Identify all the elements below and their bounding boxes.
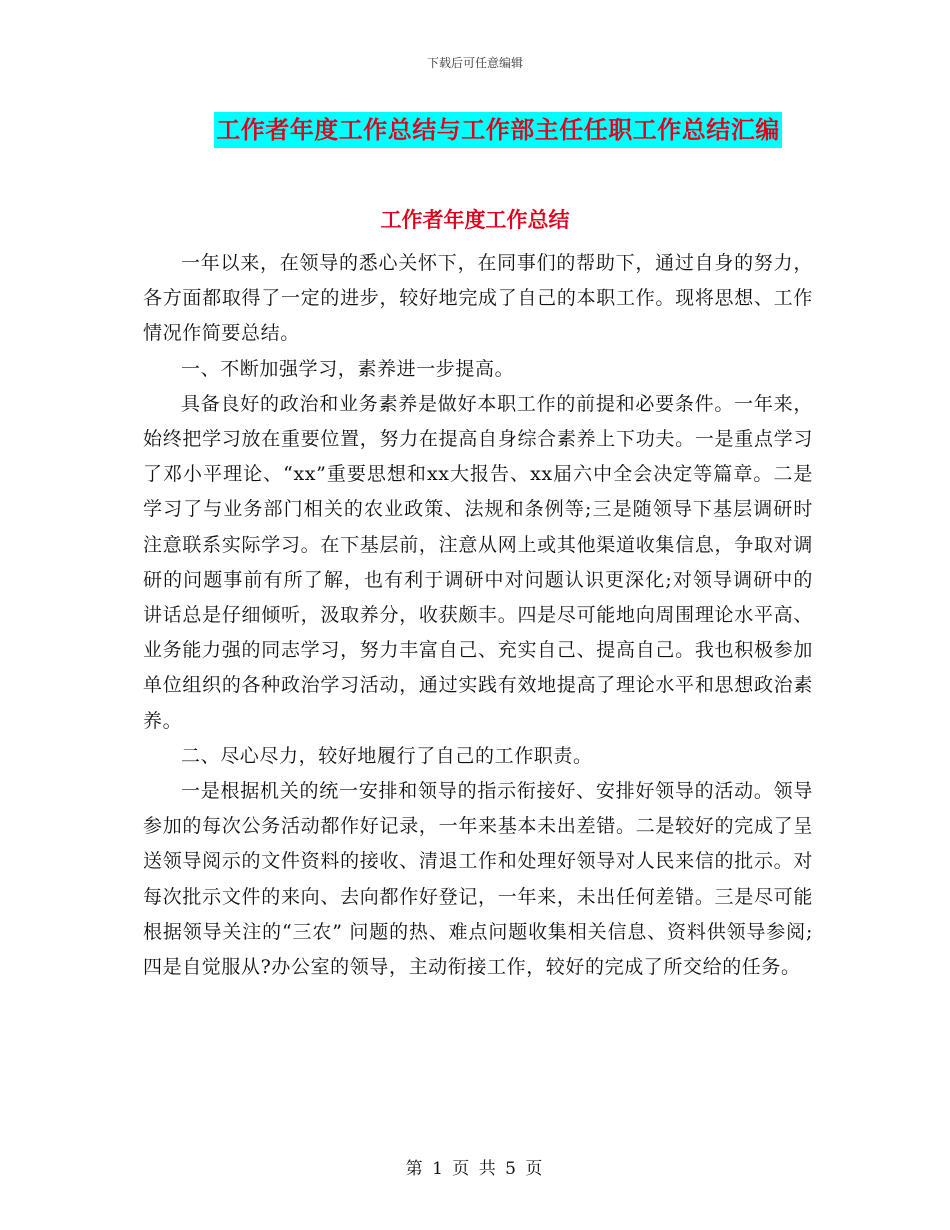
header-note: 下载后可任意编辑 (426, 56, 523, 70)
paragraph-study: 具备良好的政治和业务素养是做好本职工作的前提和必要条件。一年来，始终把学习放在重要位置，努力在提高自身综合素养上下功夫。一是重点学习了邓小平理论、“xx”重要思想和xx大报告、xx届六中全会决定等篇章。二是学习了与业务部门相关的农业政策、法规和条例等;三是随领导下基层调研时注意联系实际学习。在下基层前，注意从网上或其他渠道收集信息，争取对调研的问题事前有所了解，也有利于调研中对问题认识更深化;对领导调研中的讲话总是仔细倾听，汲取养分，收获颇丰。四是尽可能地向周围理论水平高、业务能力强的同志学习，努力丰富自己、充实自己、提高自己。我也积极参加单位组织的各种政治学习活动，通过实践有效地提高了理论水平和思想政治素养。 (143, 392, 813, 732)
paragraph-heading-1: 一、不断加强学习，素养进一步提高。 (181, 357, 515, 380)
paragraph-heading-2: 二、尽心尽力，较好地履行了自己的工作职责。 (181, 744, 593, 767)
paragraph-duties: 一是根据机关的统一安排和领导的指示衔接好、安排好领导的活动。领导参加的每次公务活动都作好记录，一年来基本未出差错。二是较好的完成了呈送领导阅示的文件资料的接收、清退工作和处理好领导对人民来信的批示。对每次批示文件的来向、去向都作好登记，一年来，未出任何差错。三是尽可能根据领导关注的“三农” 问题的热、难点问题收集相关信息、资料供领导参阅;四是自觉服从?办公室的领导，主动衔接工作，较好的完成了所交给的任务。 (143, 780, 813, 979)
section-title: 工作者年度工作总结 (380, 207, 570, 232)
page-footer: 第 1 页 共 5 页 (405, 1159, 545, 1179)
main-title-container (0, 112, 950, 148)
main-title: 工作者年度工作总结与工作部主任任职工作总结汇编 (214, 112, 782, 148)
paragraph-intro: 一年以来，在领导的悉心关怀下，在同事们的帮助下，通过自身的努力，各方面都取得了一定的进步，较好地完成了自己的本职工作。现将思想、工作情况作简要总结。 (143, 252, 813, 345)
document-body (143, 246, 813, 985)
